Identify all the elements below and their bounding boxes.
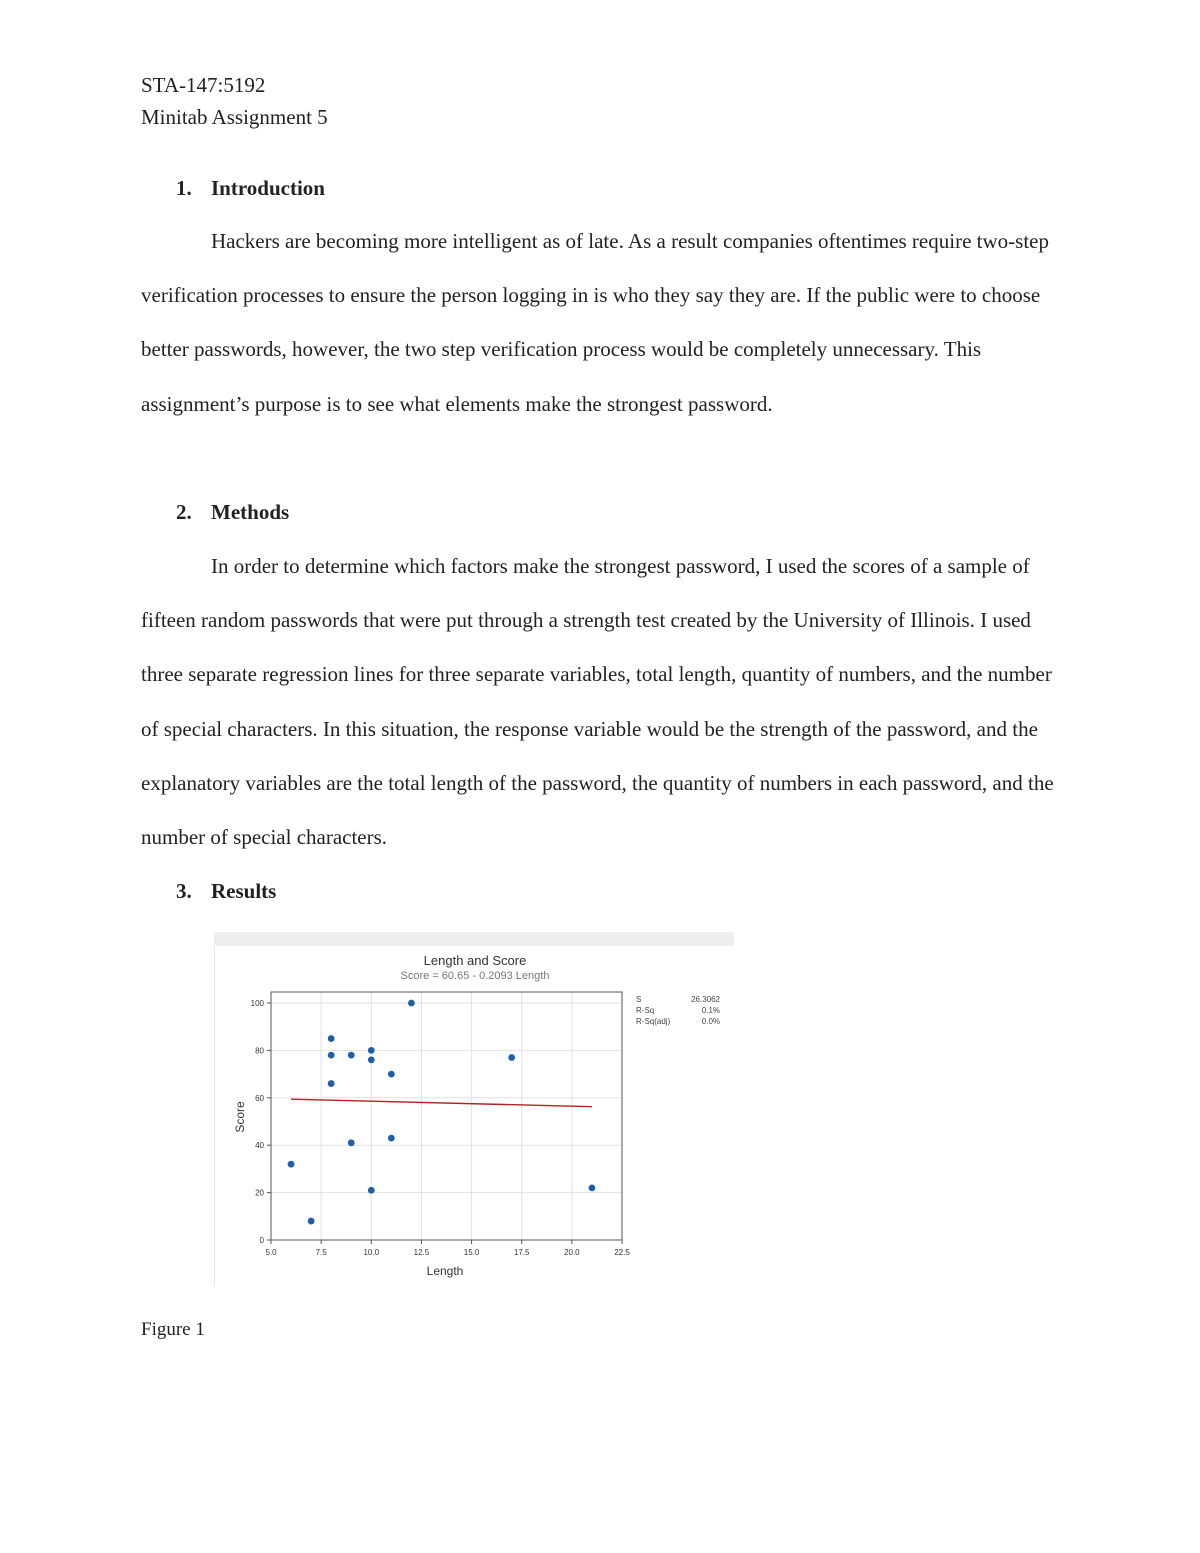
x-axis-label: Length bbox=[426, 1264, 464, 1278]
data-point bbox=[328, 1052, 335, 1059]
y-tick-label: 60 bbox=[255, 1093, 264, 1103]
x-tick-label: 7.5 bbox=[315, 1248, 327, 1257]
section-results-heading bbox=[176, 879, 276, 903]
data-point bbox=[368, 1187, 375, 1194]
section-title: Results bbox=[211, 879, 277, 903]
methods-text: In order to determine which factors make the strongest password, I used the scores of a sample of fifteen random passwords that were put through a strength test created by the University of Illinois. I used three separate regression lines for three separate variables, total length, quantity of numbers, and the number of special characters. In this situation, the response variable would be the strength of the password, and the explanatory variables are the total length of the password, the quantity of numbers in each password, and the number of special characters. bbox=[141, 554, 1054, 850]
section-intro-heading bbox=[176, 176, 325, 200]
course-header: STA-147:5192 bbox=[141, 73, 266, 97]
data-points bbox=[288, 1000, 596, 1225]
y-axis-ticks bbox=[251, 999, 271, 1245]
chart-grid bbox=[271, 992, 622, 1240]
data-point bbox=[368, 1056, 375, 1063]
stat-label: S bbox=[636, 995, 642, 1004]
section-title: Methods bbox=[211, 500, 290, 524]
section-methods-heading bbox=[176, 500, 289, 524]
data-point bbox=[368, 1047, 375, 1054]
intro-text: Hackers are becoming more intelligent as of late. As a result companies oftentimes require two-step verification processes to ensure the person logging in is who they say they are. If the public were to choose better passwords, however, the two step verification process would be completely unnecessary. This assignment’s purpose is to see what elements make the strongest password. bbox=[141, 229, 1049, 416]
stat-value: 0.0% bbox=[701, 1017, 720, 1026]
y-tick-label: 20 bbox=[255, 1188, 264, 1198]
stat-label: R-Sq bbox=[636, 1006, 655, 1015]
y-axis-label: Score bbox=[233, 1101, 247, 1133]
regression-line-group bbox=[291, 1099, 592, 1106]
stat-value: 26.3062 bbox=[691, 995, 720, 1004]
data-point bbox=[388, 1135, 395, 1142]
x-tick-label: 12.5 bbox=[413, 1248, 430, 1257]
data-point bbox=[508, 1054, 515, 1061]
stat-label: R-Sq(adj) bbox=[636, 1017, 671, 1026]
scatter-chart bbox=[214, 932, 734, 1286]
x-tick-label: 5.0 bbox=[265, 1248, 277, 1257]
section-title: Introduction bbox=[211, 176, 325, 200]
section-number: 3. bbox=[176, 879, 192, 903]
regression-stats bbox=[636, 995, 721, 1026]
y-tick-label: 100 bbox=[250, 999, 264, 1008]
assignment-title: Minitab Assignment 5 bbox=[141, 105, 328, 129]
x-tick-label: 20.0 bbox=[564, 1248, 580, 1257]
x-tick-label: 15.0 bbox=[463, 1248, 480, 1257]
x-tick-label: 10.0 bbox=[363, 1248, 380, 1257]
data-point bbox=[388, 1071, 395, 1078]
y-tick-label: 40 bbox=[255, 1141, 264, 1151]
stat-value: 0.1% bbox=[701, 1006, 720, 1015]
intro-paragraph bbox=[141, 214, 1071, 431]
section-number: 2. bbox=[176, 500, 192, 524]
data-point bbox=[288, 1161, 295, 1168]
figure-caption: Figure 1 bbox=[141, 1319, 205, 1340]
section-number: 1. bbox=[176, 176, 192, 200]
y-tick-label: 0 bbox=[259, 1236, 264, 1245]
x-tick-label: 17.5 bbox=[513, 1248, 530, 1257]
data-point bbox=[589, 1184, 596, 1191]
x-tick-label: 22.5 bbox=[614, 1248, 630, 1257]
chart-title: Length and Score bbox=[423, 953, 527, 968]
regression-line bbox=[291, 1099, 592, 1106]
figure-1 bbox=[214, 932, 734, 1286]
chart-subtitle: Score = 60.65 - 0.2093 Length bbox=[400, 970, 550, 982]
data-point bbox=[348, 1052, 355, 1059]
methods-paragraph bbox=[141, 539, 1071, 864]
plot-frame bbox=[271, 992, 622, 1240]
data-point bbox=[328, 1035, 335, 1042]
data-point bbox=[308, 1218, 315, 1225]
x-axis-ticks bbox=[265, 1240, 630, 1257]
data-point bbox=[328, 1080, 335, 1087]
data-point bbox=[348, 1139, 355, 1146]
y-tick-label: 80 bbox=[255, 1046, 264, 1056]
data-point bbox=[408, 1000, 415, 1007]
